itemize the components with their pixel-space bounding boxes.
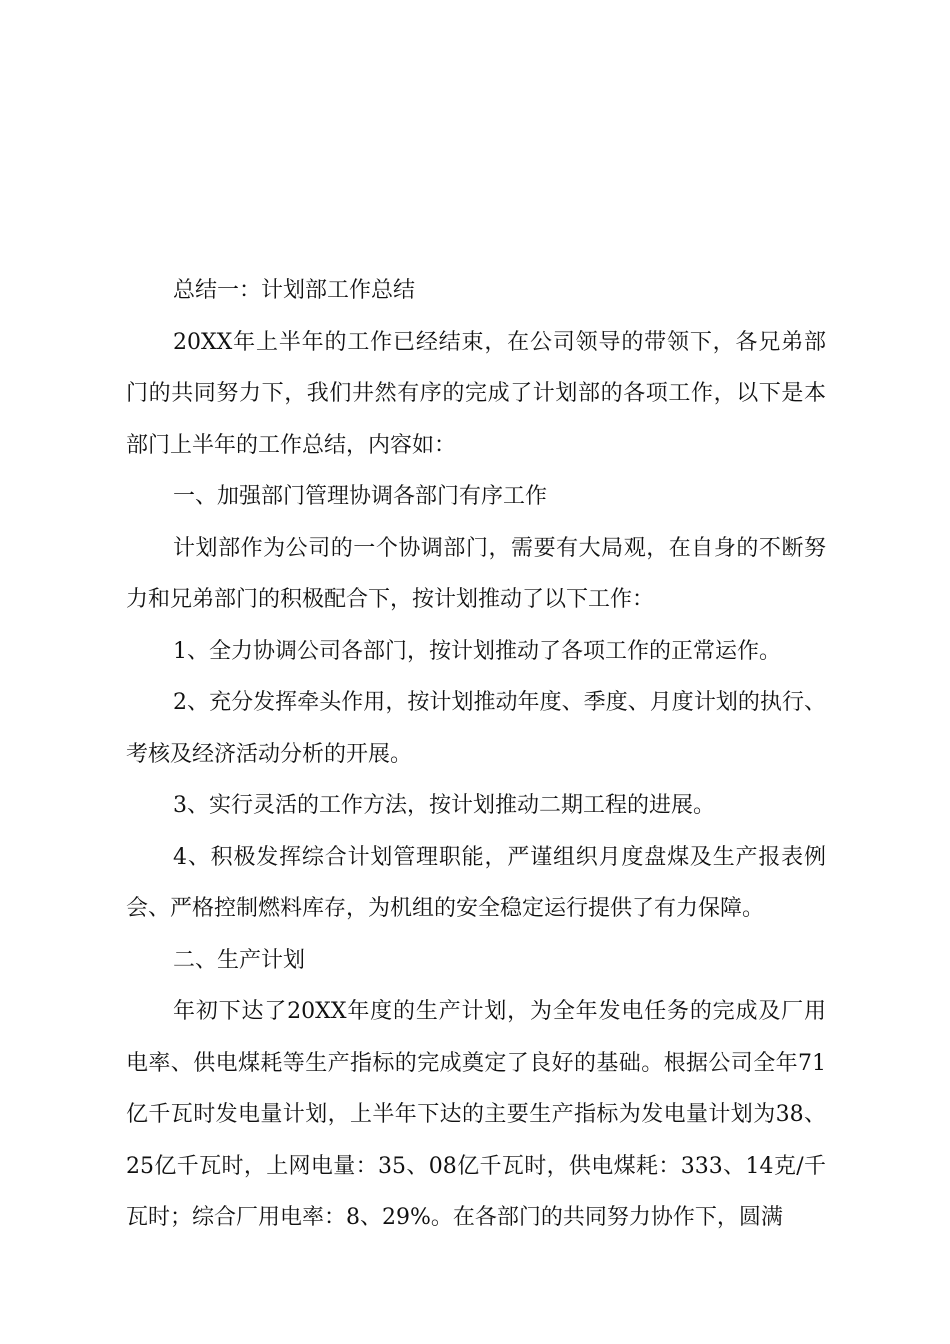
heading-one: 一、加强部门管理协调各部门有序工作 xyxy=(173,484,548,509)
document-body xyxy=(126,265,826,1244)
list-item-3: 3、实行灵活的工作方法，按计划推动二期工程的进展。 xyxy=(173,793,715,818)
production-paragraph: 年初下达了20XX年度的生产计划，为全年发电任务的完成及厂用电率、供电煤耗等生产指标的完成奠定了良好的基础。根据公司全年71亿千瓦时发电量计划，上半年下达的主要生产指标为发电量计划为38、25亿千瓦时，上网电量：35、08亿千瓦时，供电煤耗：333、14克/千瓦时；综合厂用电率：8、29%。在各部门的共同努力协作下，圆满 xyxy=(126,999,826,1230)
body-paragraph: 计划部作为公司的一个协调部门，需要有大局观，在自身的不断努力和兄弟部门的积极配合下，按计划推动了以下工作： xyxy=(126,535,826,612)
intro-paragraph: 20XX年上半年的工作已经结束，在公司领导的带领下，各兄弟部门的共同努力下，我们井然有序的完成了计划部的各项工作，以下是本部门上半年的工作总结，内容如： xyxy=(126,329,826,458)
list-item-2: 2、充分发挥牵头作用，按计划推动年度、季度、月度计划的执行、考核及经济活动分析的开展。 xyxy=(126,690,826,767)
section-title: 总结一：计划部工作总结 xyxy=(173,278,416,303)
heading-two: 二、生产计划 xyxy=(173,947,306,973)
list-item-1: 1、全力协调公司各部门，按计划推动了各项工作的正常运作。 xyxy=(173,638,781,664)
list-item-4: 4、积极发挥综合计划管理职能，严谨组织月度盘煤及生产报表例会、严格控制燃料库存，为机组的安全稳定运行提供了有力保障。 xyxy=(126,844,826,921)
